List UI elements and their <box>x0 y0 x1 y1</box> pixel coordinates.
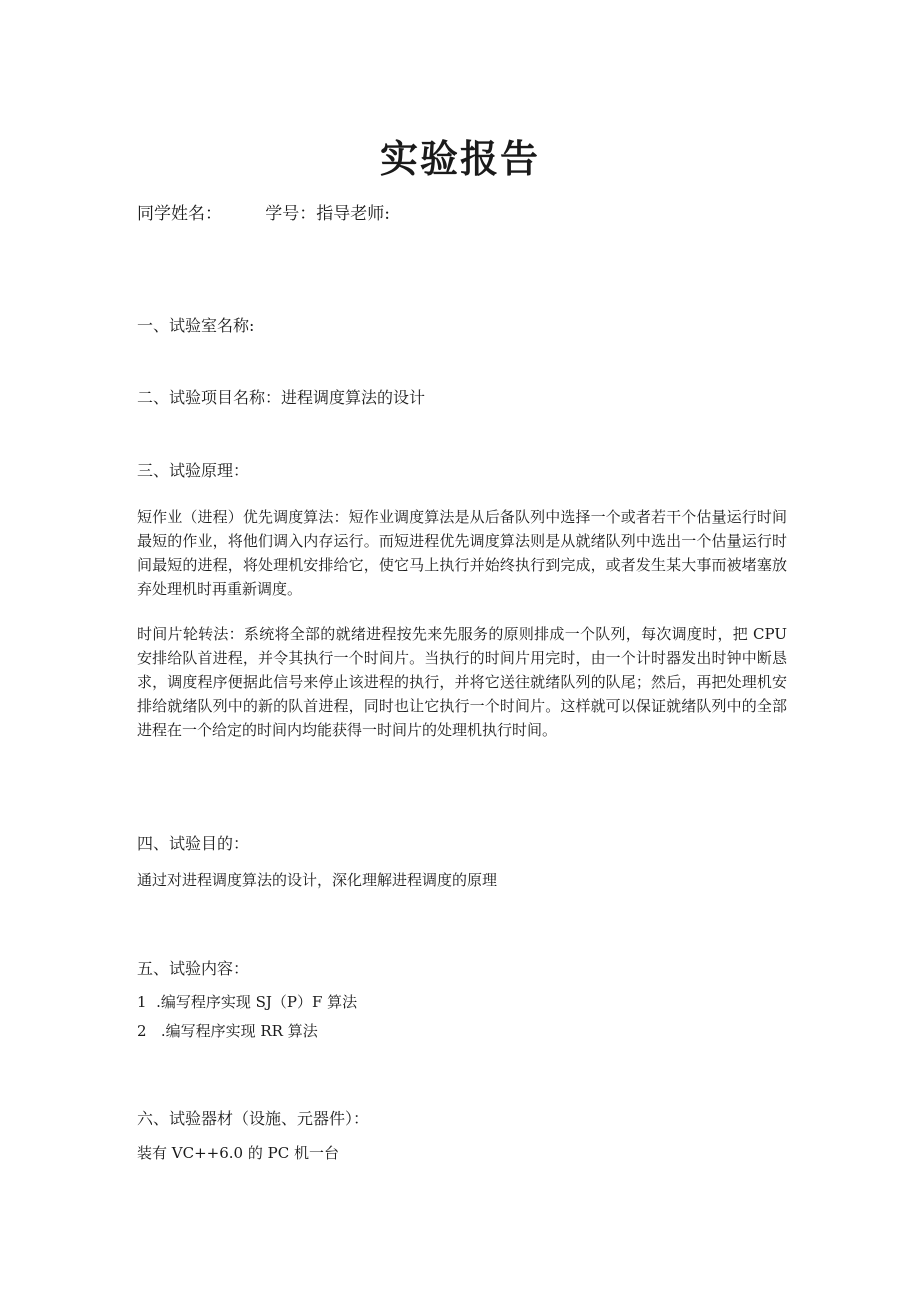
section-equipment-heading: 六、试验器材（设施、元器件）： <box>137 1109 370 1128</box>
section-purpose-heading: 四、试验目的： <box>137 834 250 853</box>
section-principle-heading: 三、试验原理： <box>137 461 250 480</box>
principle-paragraph-rr: 时间片轮转法：系统将全部的就绪进程按先来先服务的原则排成一个队列，每次调度时，把 CPU 安排给队首进程，并令其执行一个时间片。当执行的时间片用完时，由一个计时器发出时钟中断恳求，调度程序便据此信号来停止该进程的执行，并将它送往就绪队列的队尾；然后，再把处理机安排给就绪队列中的新的队首进程，同时也让它执行一个时间片。这样就可以保证就绪队列中的全部进程在一个给定的时间内均能获得一时间片的处理机执行时间。 <box>137 625 787 739</box>
content-item-2: 2 .编写程序实现 RR 算法 <box>137 1022 318 1040</box>
report-title: 实验报告 <box>379 137 540 181</box>
purpose-text: 通过对进程调度算法的设计，深化理解进程调度的原理 <box>137 871 498 889</box>
section-content-heading: 五、试验内容： <box>137 959 250 978</box>
content-item-1: 1 .编写程序实现 SJ（P）F 算法 <box>137 993 358 1011</box>
equipment-text: 装有 VC++6.0 的 PC 机一台 <box>137 1144 339 1162</box>
student-info-line: 同学姓名： 学号：指导老师: <box>137 204 390 224</box>
principle-paragraph-sjf: 短作业（进程）优先调度算法：短作业调度算法是从后备队列中选择一个或者若干个估量运行时间最短的作业，将他们调入内存运行。而短进程优先调度算法则是从就绪队列中选出一个估量运行时间最短的进程，将处理机安排给它，使它马上执行并始终执行到完成，或者发生某大事而被堵塞放弃处理机时再重新调度。 <box>137 508 787 598</box>
section-lab-name-heading: 一、试验室名称: <box>137 316 255 335</box>
section-project-name-heading: 二、试验项目名称：进程调度算法的设计 <box>137 388 426 407</box>
